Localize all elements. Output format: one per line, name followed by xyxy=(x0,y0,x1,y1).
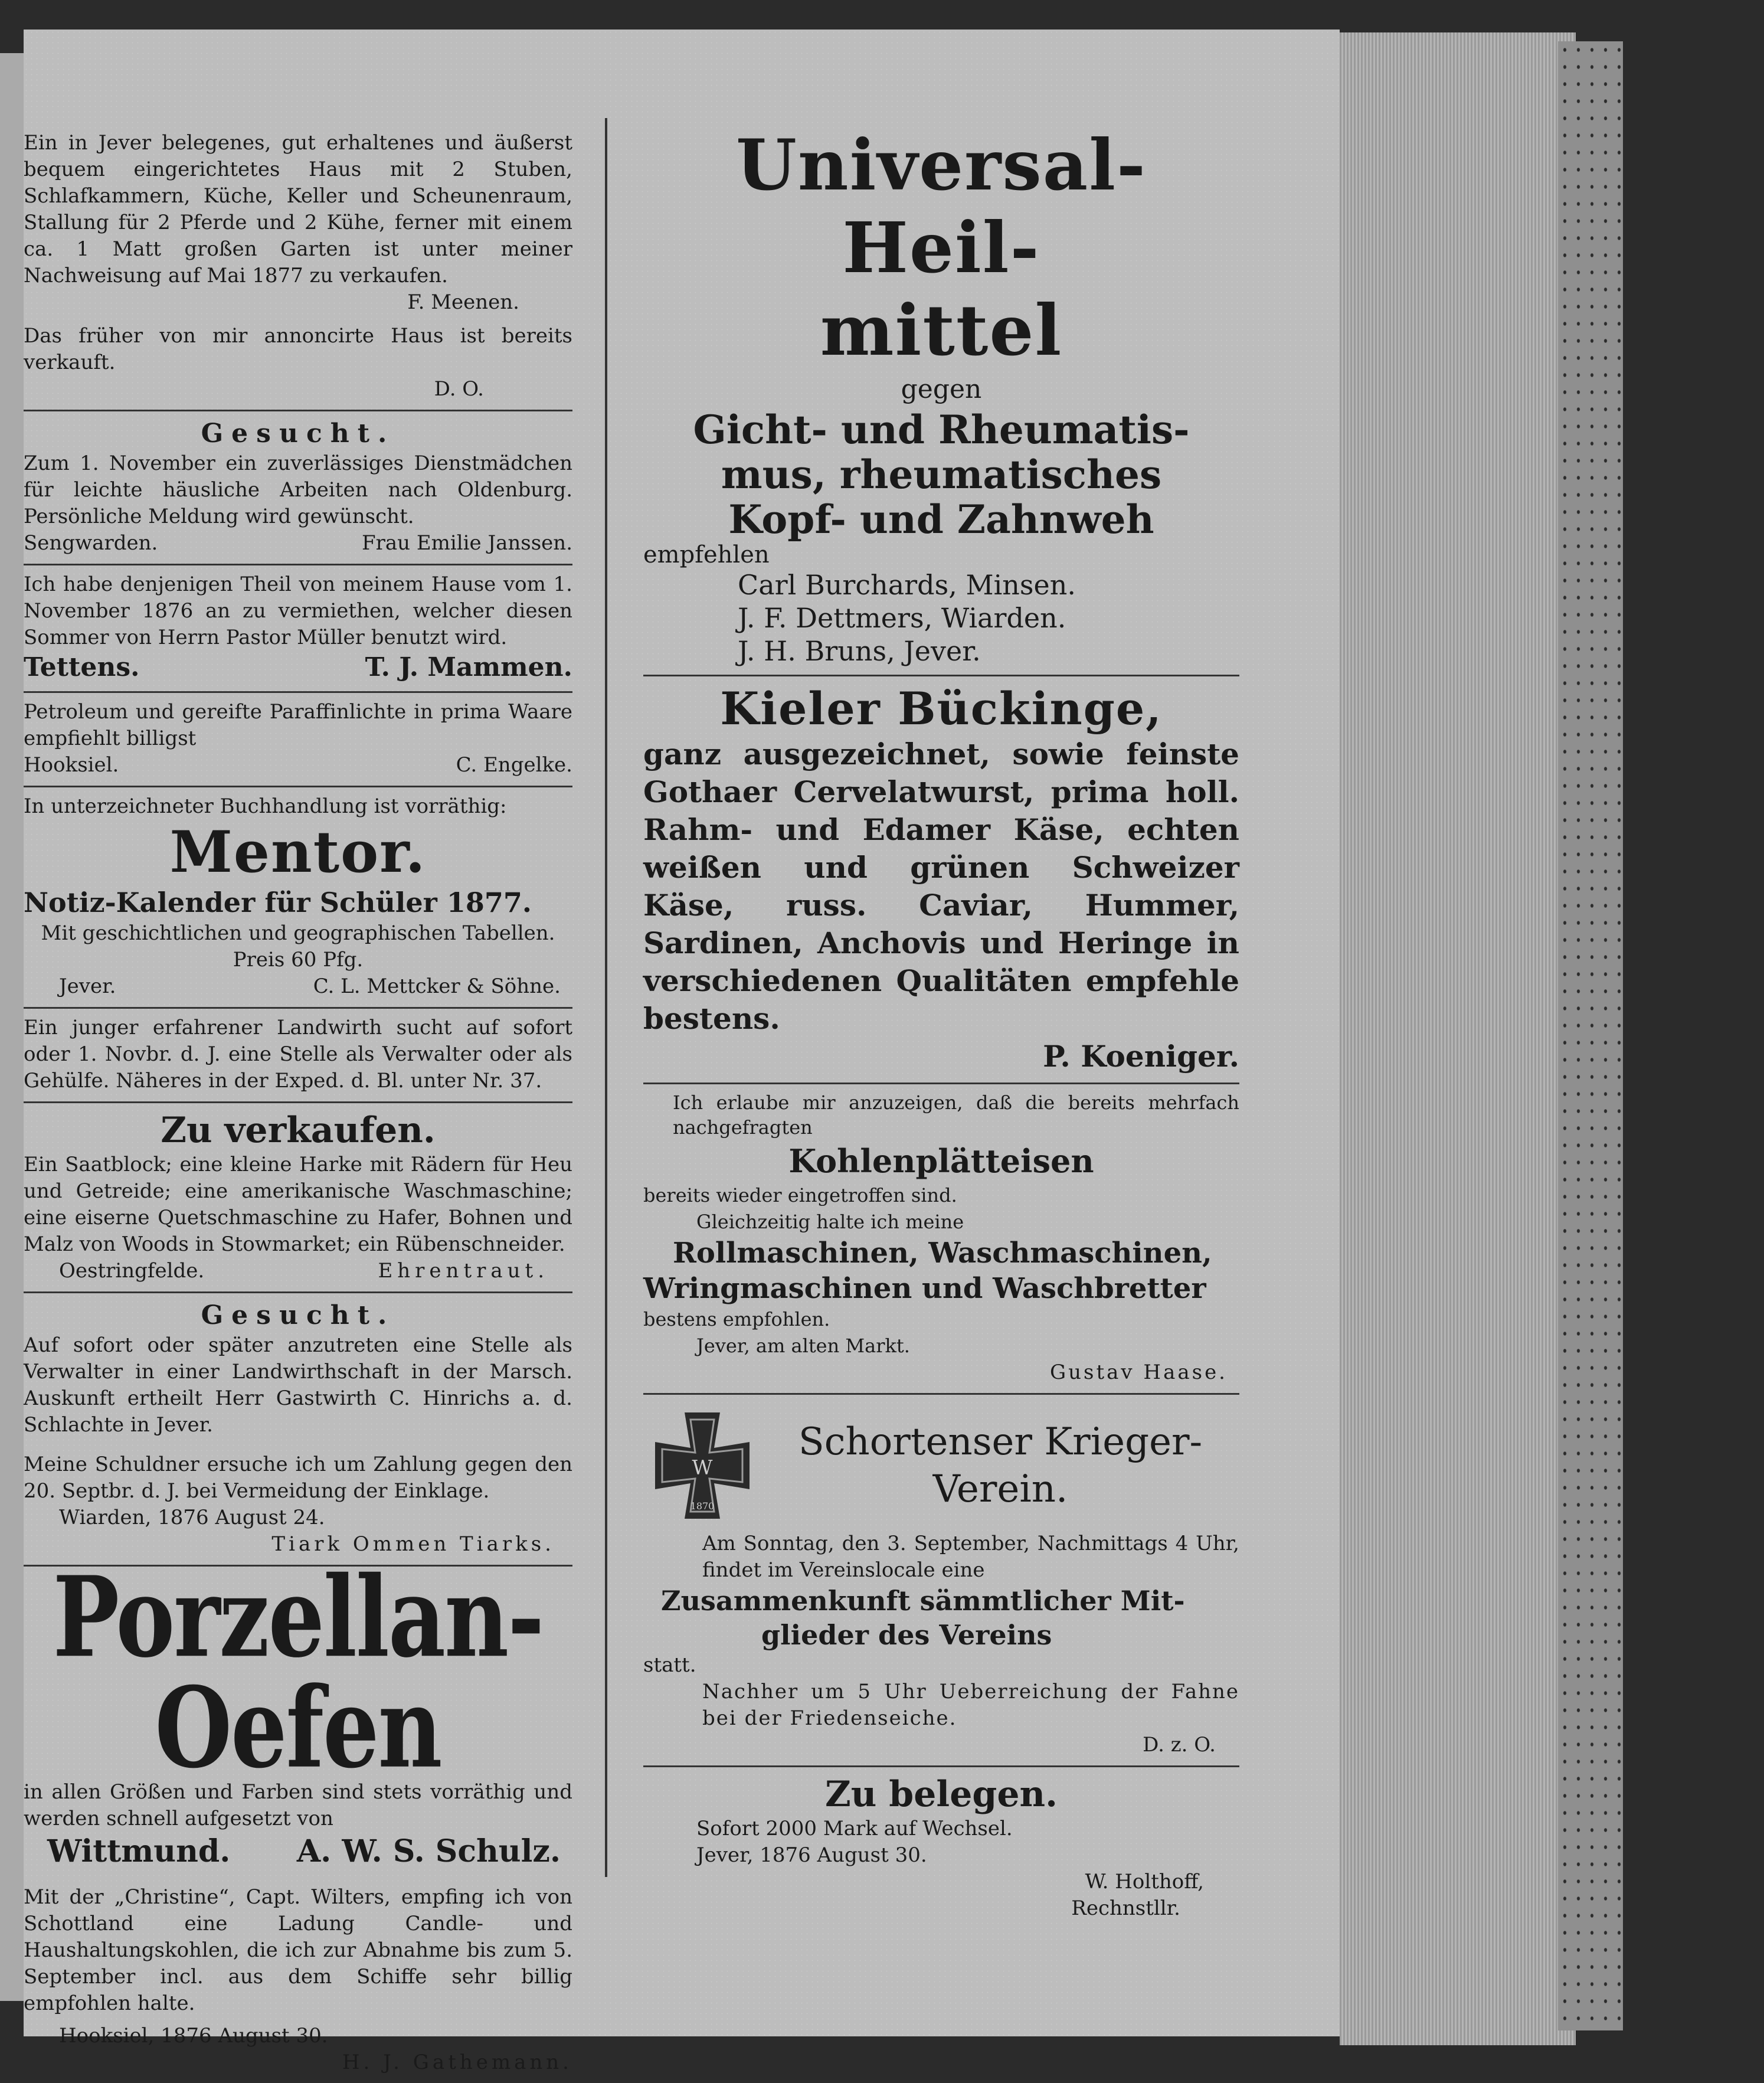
ad-house-sold xyxy=(24,323,572,411)
ad-empfehlen: empfehlen xyxy=(643,541,770,568)
ad-price: Preis 60 Pfg. xyxy=(233,948,364,972)
ad-seller: J. H. Bruns, Jever. xyxy=(738,635,981,667)
ad-bold-line: Rollmaschinen, Waschmaschinen, xyxy=(673,1237,1212,1270)
newspaper-page xyxy=(24,30,1340,2074)
ad-to-invest xyxy=(643,1767,1239,1929)
ad-heading: Gesucht. xyxy=(201,1300,395,1330)
ad-signature: A. W. S. Schulz. xyxy=(296,1833,561,1869)
ad-title-line1: Schortenser Krieger- xyxy=(798,1420,1203,1464)
ad-signature: D. O. xyxy=(434,377,484,401)
ad-text: Auf sofort oder später anzutreten eine Stelle als Verwalter in einer Landwirthschaft in der Marsch. Auskunft ertheilt Herr Gastwirth C. Hinrichs a. d. Schlachte in Jever. xyxy=(24,1333,572,1437)
ad-line: bestens empfohlen. xyxy=(643,1308,830,1330)
ad-line: bereits wieder eingetroffen sind. xyxy=(643,1184,957,1206)
ad-text: Ich habe denjenigen Theil von meinem Hause vom 1. November 1876 an zu vermiethen, welcher diesen Sommer von Herrn Pastor Müller benutzt wird. xyxy=(24,573,572,649)
ad-signature-row xyxy=(24,973,572,1000)
ad-bold-line: Wringmaschinen und Waschbretter xyxy=(643,1272,1206,1305)
book-cover-edge xyxy=(1558,41,1623,2030)
ad-text2: Nachher um 5 Uhr Ueberreichung der Fahne bei der Friedenseiche. xyxy=(702,1680,1239,1730)
ad-signature: F. Meenen. xyxy=(407,290,519,314)
ad-text: Petroleum und gereifte Paraffinlichte in prima Waare empfiehlt billigst xyxy=(24,700,572,750)
ad-house-sale xyxy=(24,124,572,323)
ad-place: Sengwarden. xyxy=(24,531,158,555)
ad-line: Kopf- und Zahnweh xyxy=(728,496,1154,542)
ad-intro: In unterzeichneter Buchhandlung ist vorräthig: xyxy=(24,794,507,818)
ad-title-block xyxy=(761,1418,1239,1513)
ad-signature-row xyxy=(24,651,572,684)
ad-line: Gicht- und Rheumatis- xyxy=(693,407,1190,453)
ad-text: Am Sonntag, den 3. September, Nachmittags 4 Uhr, findet im Vereinslocale eine xyxy=(702,1532,1239,1582)
ad-line: Gleichzeitig halte ich meine xyxy=(696,1211,964,1233)
previous-page-edge xyxy=(0,53,25,2001)
ad-petroleum xyxy=(24,693,572,787)
ad-signature: P. Koeniger. xyxy=(1043,1039,1239,1074)
ad-place: Jever. xyxy=(59,975,116,998)
ad-signature: C. Engelke. xyxy=(456,753,572,777)
ad-signature-row xyxy=(24,530,572,557)
ad-statt: statt. xyxy=(643,1653,696,1677)
ad-place: Hooksiel. xyxy=(24,753,119,777)
ad-title-line2: Verein. xyxy=(932,1467,1068,1511)
ad-line: mus, rheumatisches xyxy=(721,452,1162,498)
ad-text: Ein junger erfahrener Landwirth sucht auf sofort oder 1. Novbr. d. J. eine Stelle als Verwalter oder als Gehülfe. Näheres in der Exped. d. Bl. unter Nr. 37. xyxy=(24,1016,572,1093)
ad-heading: Gesucht. xyxy=(201,418,395,449)
ad-debtors xyxy=(24,1446,572,1567)
ad-title: Kieler Bückinge, xyxy=(720,682,1163,735)
ad-text: Ein Saatblock; eine kleine Harke mit Rädern für Heu und Getreide; eine amerikanische Waschmaschine; eine eiserne Quetschmaschine zu Hafer, Bohnen und Malz von Woods in Stowmarket; ein Rübenschneider. xyxy=(24,1153,572,1256)
ad-product: Kohlenplätteisen xyxy=(788,1142,1094,1180)
ad-text: Das früher von mir annoncirte Haus ist bereits verkauft. xyxy=(24,324,572,374)
ad-date: Hooksiel, 1876 August 30. xyxy=(59,2024,328,2048)
ad-place: Wittmund. xyxy=(47,1833,231,1869)
ad-signature-row xyxy=(643,1038,1239,1075)
column-divider xyxy=(605,118,607,1877)
ad-text: Mit der „Christine“, Capt. Wilters, empfing ich von Schottland eine Ladung Candle- und Haushaltungskohlen, die ich zur Abnahme bis zum 5. September incl. aus dem Schiffe sehr billig empfohlen halte. xyxy=(24,1885,572,2015)
ad-place: Oestringfelde. xyxy=(59,1259,205,1283)
ad-signature-title: Rechnstllr. xyxy=(1071,1896,1180,1920)
right-column xyxy=(643,118,1239,1929)
ad-signature-row xyxy=(643,1895,1239,1922)
ad-rent xyxy=(24,565,572,693)
ad-kiel-kippers xyxy=(643,676,1239,1084)
ad-signature: H. J. Gathemann. xyxy=(342,2051,572,2074)
ad-line: Sofort 2000 Mark auf Wechsel. xyxy=(696,1817,1013,1840)
ad-signature-row xyxy=(643,1869,1239,1895)
left-column xyxy=(24,124,572,2083)
ad-signature: C. L. Mettcker & Söhne. xyxy=(313,975,561,998)
ad-signature: Frau Emilie Janssen. xyxy=(362,531,572,555)
cross-letter: W xyxy=(692,1456,713,1480)
ad-bold-line: Zusammenkunft sämmtlicher Mit- xyxy=(661,1585,1185,1617)
ad-signature: Gustav Haase. xyxy=(1049,1361,1228,1384)
ad-for-sale xyxy=(24,1103,572,1293)
ad-title: Porzellan-Oefen xyxy=(53,1552,544,1793)
ad-signature-row xyxy=(24,1258,572,1284)
ad-line: Jever, 1876 August 30. xyxy=(696,1843,927,1867)
ad-line: Jever, am alten Markt. xyxy=(696,1335,910,1357)
ad-bold-line: glieder des Vereins xyxy=(761,1619,1052,1651)
ad-signature-row xyxy=(24,752,572,779)
ad-gegen: gegen xyxy=(901,374,982,404)
ad-subtitle: Notiz-Kalender für Schüler 1877. xyxy=(24,887,532,918)
ad-text: ganz ausgezeichnet, sowie feinste Gothaer Cervelatwurst, prima holl. Rahm- und Edamer Käse, echten weißen und grünen Schweizer Käse, russ. Caviar, Hummer, Sardinen, Anchovis und Heringe in verschiedenen Qualitäten empfehle bestens. xyxy=(643,737,1239,1036)
ad-place: Tettens. xyxy=(24,652,140,682)
ad-veterans-association xyxy=(643,1395,1239,1767)
ad-signature: Tiark Ommen Tiarks. xyxy=(271,1532,555,1556)
ad-universal-remedy xyxy=(643,118,1239,676)
ad-signature-row xyxy=(24,1832,572,1871)
ad-signature-row xyxy=(643,1732,1239,1758)
ad-maid-wanted xyxy=(24,411,572,565)
ad-heading: Zu belegen. xyxy=(824,1774,1058,1815)
ad-title: Mentor. xyxy=(169,819,427,885)
ad-heading: Zu verkaufen. xyxy=(161,1110,436,1151)
ad-signature: W. Holthoff, xyxy=(1085,1870,1204,1894)
ad-signature-row xyxy=(24,289,572,316)
cross-year: 1870 xyxy=(690,1500,715,1512)
ad-seller: J. F. Dettmers, Wiarden. xyxy=(738,602,1066,634)
ad-steward-wanted xyxy=(24,1293,572,1446)
ad-signature-row xyxy=(24,376,572,403)
ad-line: Mit geschichtlichen und geographischen Tabellen. xyxy=(41,921,555,945)
ad-farmer-seeking xyxy=(24,1009,572,1103)
ad-text: in allen Größen und Farben sind stets vorräthig und werden schnell aufgesetzt von xyxy=(24,1780,572,1830)
ad-text: Meine Schuldner ersuche ich um Zahlung gegen den 20. Septbr. d. J. bei Vermeidung der Einklage. xyxy=(24,1453,572,1503)
ad-mentor-calendar xyxy=(24,787,572,1009)
ad-header-row xyxy=(643,1401,1239,1531)
ad-intro: Ich erlaube mir anzuzeigen, daß die bereits mehrfach nachgefragten xyxy=(673,1091,1239,1139)
ad-coal xyxy=(24,1878,572,2083)
book-page-stack xyxy=(1340,32,1576,2045)
ad-signature: T. J. Mammen. xyxy=(365,652,572,682)
ad-coal-irons xyxy=(643,1084,1239,1395)
ad-title-line1: Universal-Heil- xyxy=(735,124,1147,289)
ad-text: Zum 1. November ein zuverlässiges Dienstmädchen für leichte häusliche Arbeiten nach Oldenburg. Persönliche Meldung wird gewünscht. xyxy=(24,452,572,528)
ad-signature-row xyxy=(643,1359,1239,1386)
ad-text: Ein in Jever belegenes, gut erhaltenes und äußerst bequem eingerichtetes Haus mit 2 Stuben, Schlafkammern, Küche, Keller und Scheunenraum, Stallung für 2 Pferde und 2 Kühe, ferner mit einem ca. 1 Matt großen Garten ist unter meiner Nachweisung auf Mai 1877 zu verkaufen. xyxy=(24,131,572,287)
ad-signature-row xyxy=(24,2049,572,2076)
ad-seller: Carl Burchards, Minsen. xyxy=(738,569,1076,601)
ad-date: Wiarden, 1876 August 24. xyxy=(59,1506,325,1529)
ad-signature: Ehrentraut. xyxy=(378,1259,549,1283)
iron-cross-icon xyxy=(643,1401,761,1531)
ad-porcelain-stoves xyxy=(24,1552,572,1878)
ad-title-line2: mittel xyxy=(820,289,1063,371)
ad-signature: D. z. O. xyxy=(1143,1733,1216,1757)
